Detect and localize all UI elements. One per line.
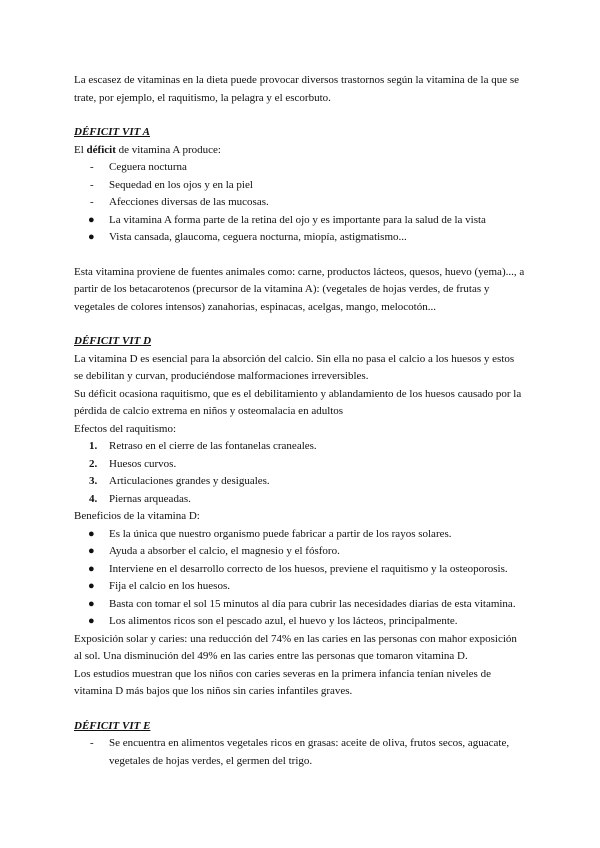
bullet-icon: ● bbox=[88, 213, 95, 226]
dash-marker: - bbox=[90, 178, 94, 191]
list-item bbox=[74, 194, 526, 212]
heading-vit-a: DÉFICIT VIT A bbox=[74, 126, 151, 138]
list-item bbox=[74, 578, 526, 596]
number-marker: 2. bbox=[89, 457, 98, 470]
vit-a-lead bbox=[74, 142, 526, 160]
list-item-text: Basta con tomar el sol 15 minutos al día para cubrir las necesidades diarias de esta vitamina. bbox=[109, 597, 516, 610]
list-item-text: Los alimentos ricos son el pescado azul, el huevo y los lácteos, principalmente. bbox=[109, 615, 458, 627]
list-item-text: Piernas arqueadas. bbox=[109, 492, 191, 505]
vit-d-paragraph-2: Su déficit ocasiona raquitismo, que es el debilitamiento y ablandamiento de los huesos causado por la pérdida de calcio extrema en niños y osteomalacia en adultos bbox=[74, 387, 522, 417]
bullet-icon: ● bbox=[88, 615, 95, 627]
vit-a-lead-prefix: El bbox=[74, 143, 87, 156]
list-item-text: Ayuda a absorber el calcio, el magnesio y el fósforo. bbox=[109, 545, 340, 557]
heading-vit-e: DÉFICIT VIT E bbox=[74, 719, 151, 732]
list-item bbox=[74, 491, 526, 509]
vit-a-dash-list bbox=[74, 159, 526, 212]
vit-a-sources: Esta vitamina proviene de fuentes animales como: carne, productos lácteos, quesos, huevo (yema)..., a partir de los betacarotenos (precursor de la vitamina A): (vegetales de hojas verdes, de frutas y vegetales de colores intensos) zanahorias, espinacas, acelgas, mango, melocotón... bbox=[74, 265, 525, 313]
vit-e-dash-list bbox=[74, 735, 526, 770]
list-item bbox=[74, 526, 526, 544]
list-item-text: Articulaciones grandes y desiguales. bbox=[109, 475, 270, 487]
number-marker: 3. bbox=[89, 475, 98, 487]
list-item-text: Se encuentra en alimentos vegetales ricos en grasas: aceite de oliva, frutos secos, aguacate, vegetales de hojas verdes, el germen del trigo. bbox=[109, 737, 510, 767]
vit-a-lead-suffix: de vitamina A produce: bbox=[115, 143, 221, 156]
effects-label: Efectos del raquitismo: bbox=[74, 422, 177, 435]
list-item-text: Fija el calcio en los huesos. bbox=[109, 580, 230, 592]
vit-a-bullet-list bbox=[74, 212, 526, 247]
list-item bbox=[74, 229, 526, 247]
heading-vit-d: DÉFICIT VIT D bbox=[74, 335, 152, 347]
list-item bbox=[74, 159, 526, 177]
bullet-icon: ● bbox=[88, 231, 95, 243]
dash-marker: - bbox=[90, 161, 94, 173]
list-item bbox=[74, 613, 526, 631]
list-item bbox=[74, 212, 526, 230]
intro-paragraph: La escasez de vitaminas en la dieta puede provocar diversos trastornos según la vitamina de la que se trate, por ejemplo, el raquitismo, la pelagra y el escorbuto. bbox=[74, 74, 520, 104]
benefits-list bbox=[74, 526, 526, 631]
list-item-text: Sequedad en los ojos y en la piel bbox=[109, 178, 253, 191]
bullet-icon: ● bbox=[88, 562, 95, 575]
list-item bbox=[74, 561, 526, 579]
list-item bbox=[74, 543, 526, 561]
bullet-icon: ● bbox=[88, 580, 95, 592]
benefits-label: Beneficios de la vitamina D: bbox=[74, 510, 200, 522]
list-item-text: Retraso en el cierre de las fontanelas craneales. bbox=[109, 440, 317, 452]
vit-d-paragraph-1: La vitamina D es esencial para la absorción del calcio. Sin ella no pasa el calcio a los huesos y estos se debilitan y curvan, produciéndose malformaciones irreversibles. bbox=[74, 352, 515, 382]
list-item bbox=[74, 596, 526, 614]
bullet-icon: ● bbox=[88, 545, 95, 557]
list-item-text: Es la única que nuestro organismo puede fabricar a partir de los rayos solares. bbox=[109, 527, 452, 540]
number-marker: 1. bbox=[89, 440, 98, 452]
list-item bbox=[74, 438, 526, 456]
vit-d-paragraph-3: Exposición solar y caries: una reducción del 74% en las caries en las personas con mahor exposición al sol. Una disminución del 49% en las caries entre las personas que tomaron vitamina D. bbox=[74, 632, 517, 662]
list-item-text: La vitamina A forma parte de la retina del ojo y es importante para la salud de la vista bbox=[109, 213, 486, 226]
list-item-text: Ceguera nocturna bbox=[109, 161, 187, 173]
list-item-text: Vista cansada, glaucoma, ceguera nocturna, miopía, astigmatismo... bbox=[109, 231, 407, 243]
dash-marker: - bbox=[90, 196, 94, 208]
bullet-icon: ● bbox=[88, 527, 95, 540]
list-item-text: Interviene en el desarrollo correcto de los huesos, previene el raquitismo y la osteoporosis. bbox=[109, 562, 508, 575]
effects-list bbox=[74, 438, 526, 508]
list-item bbox=[74, 456, 526, 474]
list-item bbox=[74, 735, 526, 770]
number-marker: 4. bbox=[89, 492, 98, 505]
list-item bbox=[74, 473, 526, 491]
list-item-text: Afecciones diversas de las mucosas. bbox=[109, 196, 269, 208]
vit-d-paragraph-4: Los estudios muestran que los niños con caries severas en la primera infancia tenían niveles de vitamina D más bajos que los niños sin caries infantiles graves. bbox=[74, 667, 491, 697]
dash-marker: - bbox=[90, 737, 94, 749]
list-item bbox=[74, 177, 526, 195]
bullet-icon: ● bbox=[88, 597, 95, 610]
vit-a-lead-bold: déficit bbox=[86, 143, 116, 156]
list-item-text: Huesos curvos. bbox=[109, 457, 177, 470]
